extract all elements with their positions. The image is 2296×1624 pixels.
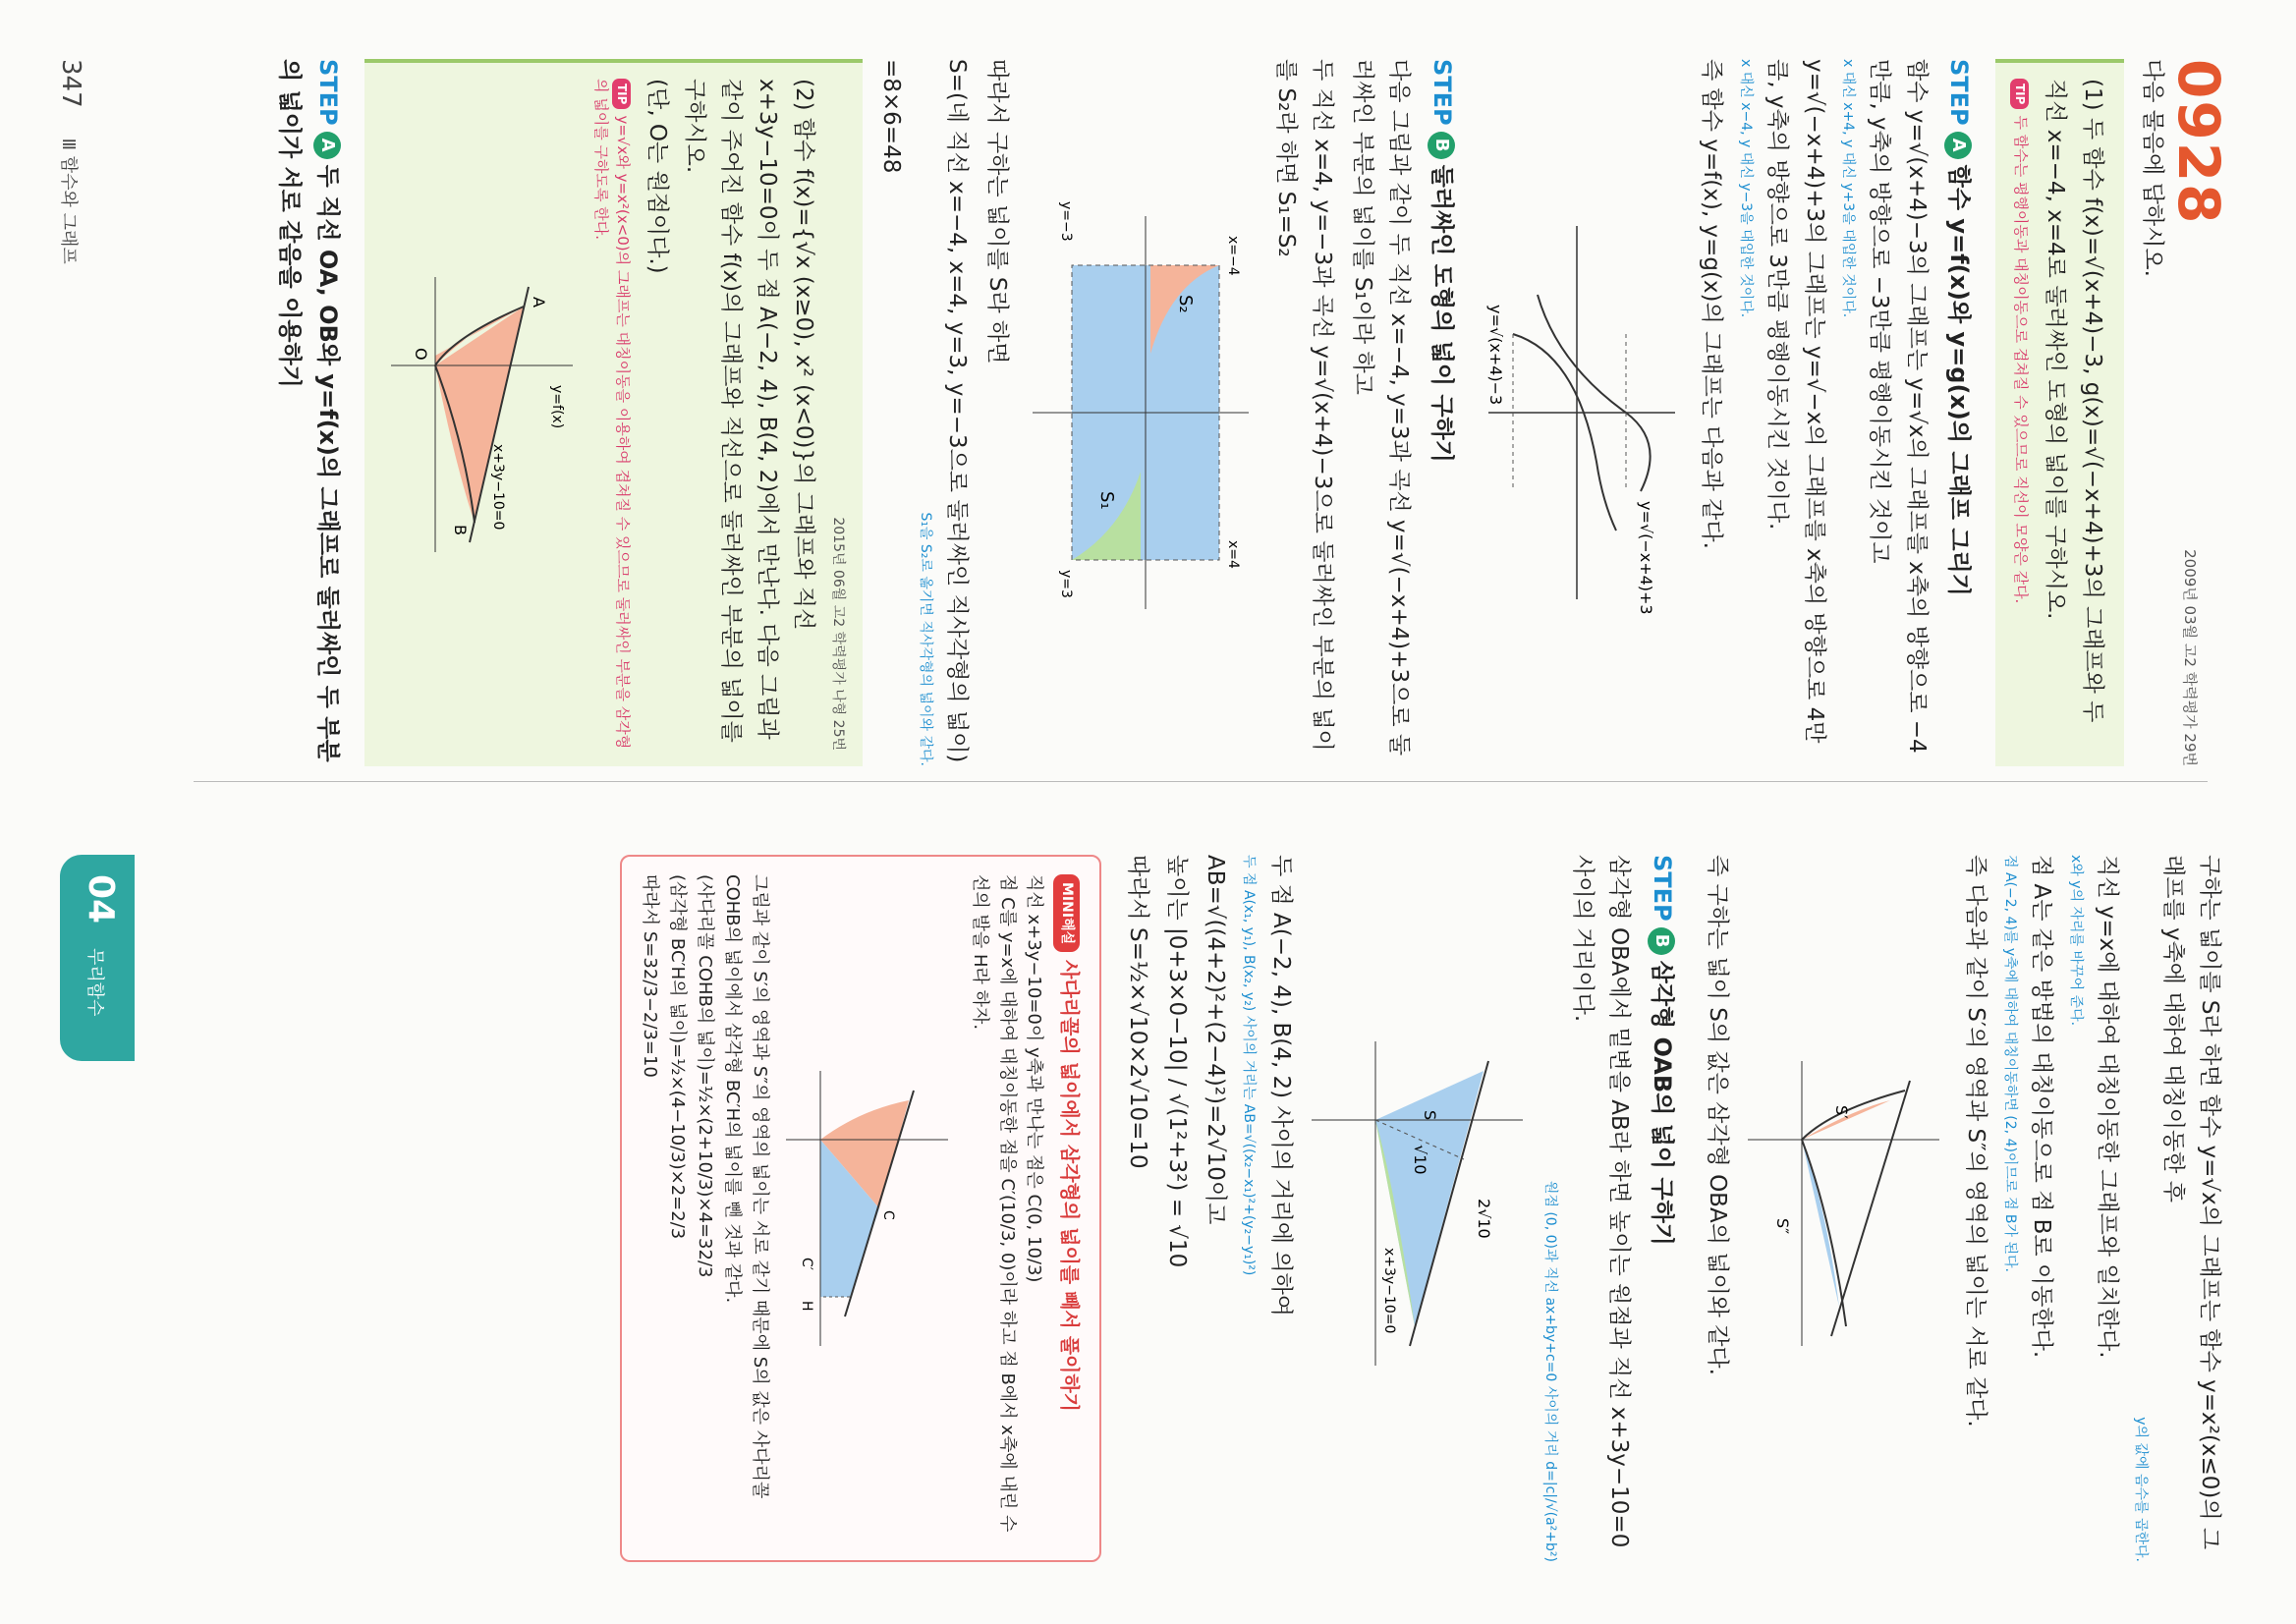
step-b-heading: STEPB둘러싸인 도형의 넓이 구하기 <box>1428 59 1457 463</box>
step-a2-paragraph-5: 즉 구하는 넓이 S의 값은 삼각형 OBA의 넓이와 같다. <box>1704 855 1730 1375</box>
step-a2-paragraph-1: 구하는 넓이를 S라 하면 함수 y=√x의 그래프는 함수 y=x²(x≤0)의 그래프를 y축에 대하여 대칭이동한 후 <box>2159 855 2222 1550</box>
tip-text: 두 함수는 평행이동과 대칭이동으로 겹쳐질 수 있으므로 직선이 모양은 같다. <box>2012 115 2031 604</box>
mini-paragraph-6: 따라서 S=32/3−2/3=10 <box>640 874 661 1078</box>
step-b-paragraph-2: 두 직선 x=4, y=−3과 곡선 y=√(x+4)−3으로 둘러싸인 부분의 넓이를 S₂라 하면 S₁=S₂ <box>1272 59 1335 752</box>
step-a2-paragraph-3: 점 A는 같은 방법의 대칭이동으로 점 B로 이동한다. <box>2029 855 2055 1359</box>
enclosed-region <box>435 307 524 523</box>
origin-o: O <box>411 348 430 361</box>
symmetric-regions-figure <box>1743 1051 1949 1366</box>
label-s-prime: S′ <box>1831 1105 1851 1119</box>
step-b-paragraph-4: S=(네 직선 x=−4, x=4, y=3, y=−3으로 둘러싸인 직사각형의 넓이) <box>944 59 971 763</box>
problem-header <box>2165 59 2232 766</box>
mini-solution-box <box>620 855 1101 1562</box>
left-column <box>264 59 2232 766</box>
step-b-paragraph-1: 다음 그림과 같이 두 직선 x=−4, y=3과 곡선 y=√(−x+4)+3으로 둘러싸인 부분의 넓이를 S₁이라 하고 <box>1350 59 1413 756</box>
label-ab-length: 2√10 <box>1474 1199 1493 1239</box>
mini-paragraph-1: 직선 x+3y−10=0이 y축과 만나는 점은 C(0, 10/3) <box>1024 874 1045 1283</box>
question-2-tip <box>590 79 634 751</box>
point-b: B <box>450 525 470 535</box>
step-badge: B <box>1428 132 1455 159</box>
step-a2-note-2: x와 y의 자리를 바꾸어 준다. <box>2067 855 2084 1027</box>
problem-intro: 다음 물음에 답하시오. <box>2140 59 2165 277</box>
step-a-heading: STEPA함수 y=f(x)와 y=g(x)의 그래프 그리기 <box>1945 59 1974 596</box>
question-box-1 <box>1996 59 2124 766</box>
chapter-tab <box>60 855 135 1061</box>
triangle-oab-figure <box>1307 1032 1533 1385</box>
step-b2-note-1: 원점 (0, 0)과 직선 ax+by+c=0 사이의 거리 d=|c|/√(a²+b²) <box>1542 1180 1559 1562</box>
step-a-paragraph-3: 즉 함수 y=f(x), y=g(x)의 그래프는 다음과 같다. <box>1699 59 1725 549</box>
chapter-number: 04 <box>81 874 121 924</box>
label-c-prime: C′ <box>798 1258 814 1270</box>
label-s1: S₁ <box>1096 491 1118 510</box>
step-badge: B <box>1648 927 1675 955</box>
page-number: 347 <box>56 59 85 108</box>
label-c: C <box>879 1210 896 1220</box>
step-badge: A <box>1945 132 1973 159</box>
label-line: x+3y−10=0 <box>1380 1248 1397 1334</box>
step-b-result: =8×6=48 <box>878 59 905 174</box>
question-1-text: (1) 두 함수 f(x)=√(x+4)−3, g(x)=√(−x+4)+3의 그래프와 두 직선 x=−4, x=4로 둘러싸인 도형의 넓이를 구하시오. <box>2043 79 2105 723</box>
step-b-paragraph-3: 따라서 구하는 넓이를 S라 하면 <box>984 59 1011 364</box>
step-b2-ab: AB=√((4+2)²+(2−4)²)=2√10이고 <box>1202 855 1228 1225</box>
question-2-source: 2015년 06월 고2 학력평가 나형 25번 <box>829 517 846 751</box>
step-b2-height: 높이는 |0+3×0−10| / √(1²+3²) = √10 <box>1163 855 1190 1268</box>
label-x-neg4: x=−4 <box>1225 236 1242 276</box>
step-a2-paragraph-4: 즉 다음과 같이 S′의 영역과 S″의 영역의 넓이는 서로 같다. <box>1963 855 1989 1428</box>
right-column <box>620 855 2227 1562</box>
label-s: S <box>1420 1110 1439 1121</box>
step-title: 삼각형 OAB의 넓이 구하기 <box>1648 960 1676 1246</box>
question-2-condition: (단, O는 원점이다.) <box>644 79 671 274</box>
step-title: 두 직선 OA, OB와 y=f(x)의 그래프로 둘러싸인 두 부분의 넓이가 서로 같음을 이용하기 <box>275 59 342 762</box>
step-b2-result: 따라서 S=½×√10×2√10=10 <box>1125 855 1151 1169</box>
step-b2-note-2: 두 점 A(x₁, y₁), B(x₂, y₂) 사이의 거리는 AB=√((x₂−x₁)²+(y₂−y₁)²) <box>1241 855 1258 1276</box>
rectangle-area-figure <box>1023 196 1259 629</box>
label-s-double-prime: S″ <box>1772 1218 1792 1235</box>
mini-title: MINI해설사다리꼴의 넓이에서 삼각형의 넓이를 빼서 풀이하기 <box>1053 874 1086 1542</box>
label-line: x+3y−10=0 <box>489 444 506 531</box>
curve-f <box>1513 334 1616 531</box>
mini-paragraph-5: (삼각형 BC′H의 넓이)=½×(4−10/3)×2=2/3 <box>667 874 689 1240</box>
problem-number: 0928 <box>2165 59 2232 226</box>
mini-paragraph-2: 점 C를 y=x에 대하여 대칭이동한 점을 C′(10/3, 0)이라 하고 점 B에서 x축에 내린 수선의 발을 H라 하자. <box>969 874 1018 1533</box>
question-2-figure <box>386 267 583 562</box>
tip-label: TIP <box>612 79 631 109</box>
label-y-neg3: y=−3 <box>1058 201 1075 242</box>
label-g: y=√(−x+4)+3 <box>1637 501 1656 615</box>
step-b-note: S₁을 S₂로 옮기면 직사각형의 넓이와 같다. <box>917 512 933 766</box>
step-a-paragraph-2: y=√(−x+4)+3의 그래프는 y=√−x의 그래프를 x축의 방향으로 4만큼, y축의 방향으로 3만큼 평행이동시킨 것이다. <box>1764 59 1827 744</box>
label-x-4: x=4 <box>1225 540 1242 569</box>
problem-source: 2009년 03월 고2 학력평가 29번 <box>2181 549 2199 766</box>
trapezoid-figure <box>781 1061 958 1356</box>
question-1-tip <box>2010 79 2032 751</box>
tip-label: TIP <box>2010 79 2029 109</box>
mini-paragraph-4: (사다리꼴 COHB의 넓이)=½×(2+10/3)×4=32/3 <box>695 874 716 1278</box>
region-s-double-prime <box>1802 1140 1839 1307</box>
page-footer <box>56 59 85 264</box>
step-b2-paragraph-1: 삼각형 OBA에서 밑변을 AB라 하면 높이는 원점과 직선 x+3y−10=0 사이의 거리이다. <box>1569 855 1632 1548</box>
tip-text: y=√x와 y=x²(x<0)의 그래프는 대칭이동을 이용하여 겹쳐질 수 있으므로 둘러싸인 부분을 삼각형의 넓이를 구하도록 한다. <box>592 79 633 750</box>
step-title: 둘러싸인 도형의 넓이 구하기 <box>1428 164 1457 463</box>
question-box-2 <box>364 59 863 766</box>
point-a: A <box>529 297 548 308</box>
label-y-3: y=3 <box>1058 570 1075 598</box>
graph-f-g-figure <box>1479 206 1685 619</box>
step-a-note-1: x 대신 x+4, y 대신 y+3을 대입한 것이다. <box>1840 59 1857 318</box>
label-h: H <box>798 1301 814 1312</box>
step-b2-paragraph-2: 두 점 A(−2, 4), B(4, 2) 사이의 거리에 의하여 <box>1267 855 1294 1317</box>
label-height: √10 <box>1410 1145 1429 1175</box>
step-title: 함수 y=f(x)와 y=g(x)의 그래프 그리기 <box>1945 164 1974 596</box>
book-title: Ⅲ 함수와 그래프 <box>58 138 79 264</box>
curve-g <box>1538 295 1651 491</box>
label-f: y=√(x+4)−3 <box>1486 305 1506 406</box>
step-a-paragraph-1: 함수 y=√(x+4)−3의 그래프는 y=√x의 그래프를 x축의 방향으로 −4만큼, y축의 방향으로 −3만큼 평행이동시킨 것이고 <box>1867 59 1930 754</box>
mini-badge: MINI해설 <box>1053 874 1080 952</box>
step-a2-heading: STEPA두 직선 OA, OB와 y=f(x)의 그래프로 둘러싸인 두 부분의 넓이가 서로 같음을 이용하기 <box>275 59 342 762</box>
step-b2-heading: STEPB삼각형 OAB의 넓이 구하기 <box>1648 855 1676 1246</box>
step-a2-paragraph-2: 직선 y=x에 대하여 대칭이동한 그래프와 일치한다. <box>2094 855 2120 1359</box>
step-a2-note-1: y의 값에 음수를 곱한다. <box>2133 1417 2150 1562</box>
step-a-note-2: x 대신 x−4, y 대신 y−3을 대입한 것이다. <box>1738 59 1755 318</box>
chapter-title: 무리함수 <box>84 948 105 1017</box>
mini-paragraph-3: 그림과 같이 S′의 영역과 S″의 영역의 넓이는 서로 같기 때문에 S의 값은 사다리꼴 COHB의 넓이에서 삼각형 BC′H의 넓이를 뺀 것과 같다. <box>721 874 770 1499</box>
label-curve: y=f(x) <box>548 385 565 429</box>
question-2-text: (2) 함수 f(x)={√x (x≥0), x² (x<0)}의 그래프와 직선 x+3y−10=0이 두 점 A(−2, 4), B(4, 2)에서 만난다. 다음 그림과 같이 주어진 함수 f(x)의 그래프와 직선으로 둘러싸인 부분의 넓이를 구하시오. <box>681 79 817 743</box>
step-a2-note-3: 점 A(−2, 4)를 y축에 대하여 대칭이동하면 (2, 4)이므로 점 B가 된다. <box>2001 855 2018 1273</box>
column-divider <box>194 781 2208 782</box>
label-s2: S₂ <box>1175 295 1197 313</box>
step-badge: A <box>313 132 341 159</box>
